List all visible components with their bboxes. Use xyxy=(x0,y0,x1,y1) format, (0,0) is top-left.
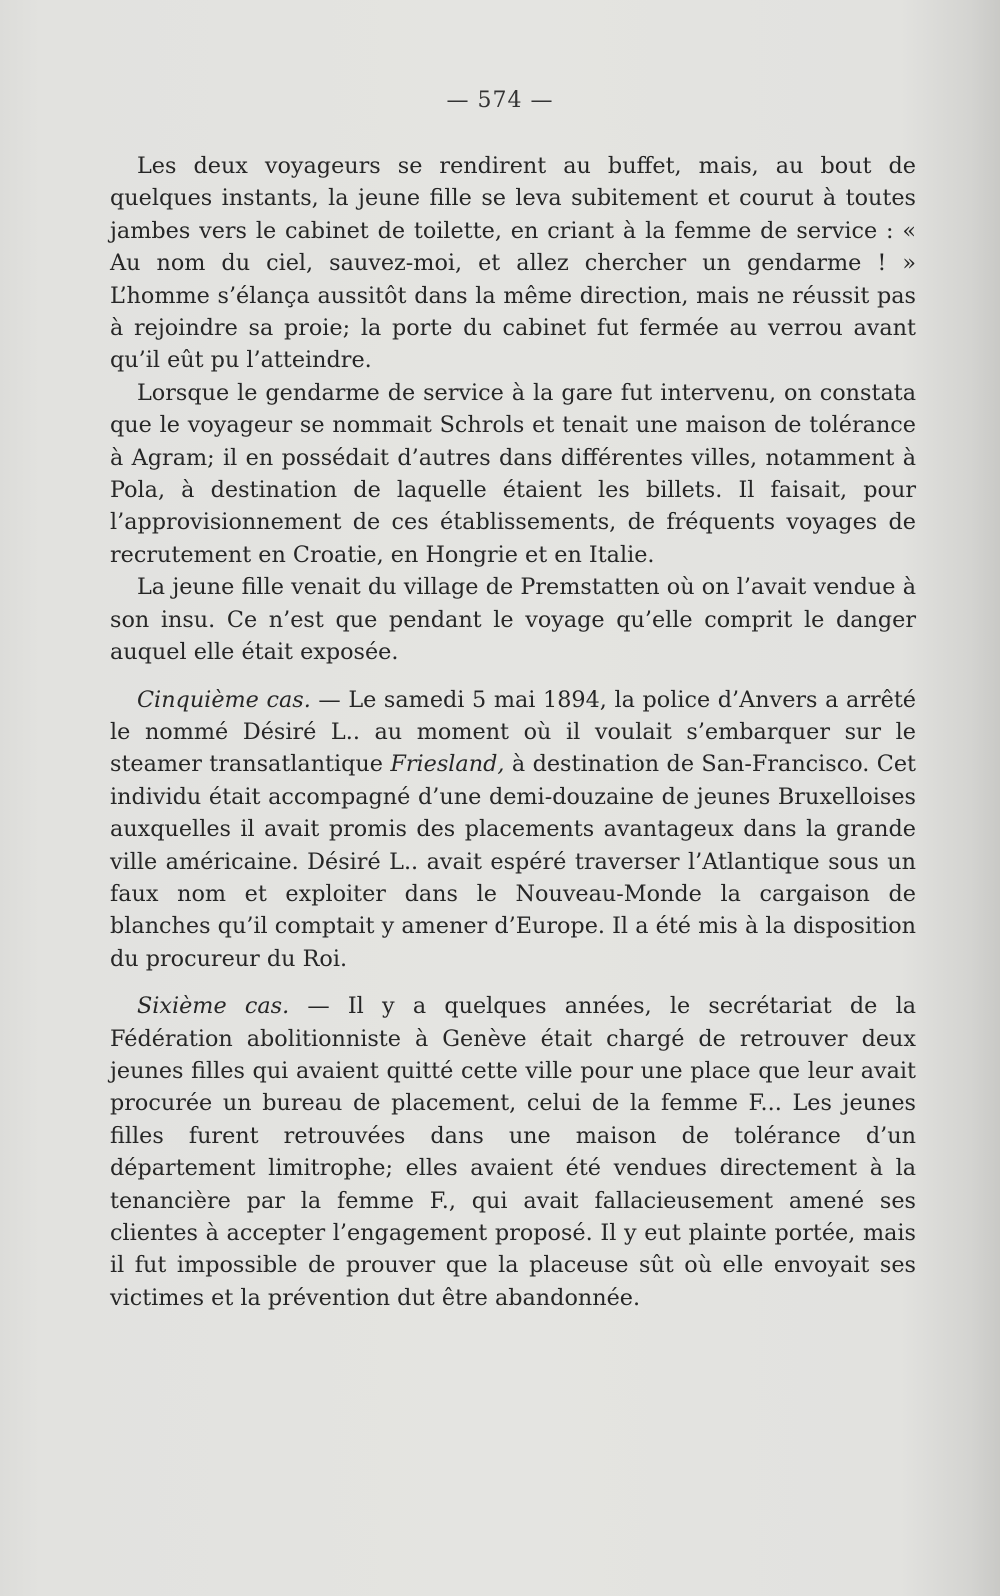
case-heading-cinquieme: Cinquième cas. xyxy=(137,686,311,713)
body-text xyxy=(110,150,916,1314)
paragraph-buffet: Les deux voyageurs se rendirent au buffet, mais, au bout de quelques instants, la jeune fille se leva subitement et courut à toutes jambes vers le cabinet de toilette, en criant à la femme de service : « Au nom du ciel, sauvez-moi, et allez chercher un gendarme ! » L’homme s’élança aussitôt dans la même direction, mais ne réussit pas à rejoindre sa proie; la porte du cabinet fut fermée au verrou avant qu’il eût pu l’atteindre. xyxy=(110,153,916,374)
ship-name: Friesland, xyxy=(390,751,505,778)
paragraph-cinquieme-cas xyxy=(110,684,916,976)
paragraph-cinquieme-text-b: à destination de San-Francisco. Cet individu était accompagné d’une demi-douzaine de jeunes Bruxelloises auxquelles il avait promis des placements avantageux dans la grande ville américaine. Désiré L.. avait espéré traverser l’Atlantique sous un faux nom et exploiter dans le Nouveau-Monde la cargaison de blanches qu’il comptait y amener d’Europe. Il a été mis à la disposition du procureur du Roi. xyxy=(110,751,916,972)
paragraph-sixieme-cas xyxy=(110,990,916,1314)
paragraph-gendarme: Lorsque le gendarme de service à la gare fut intervenu, on constata que le voyageur se nommait Schrols et tenait une maison de tolérance à Agram; il en possédait d’autres dans différentes villes, notamment à Pola, à destination de laquelle étaient les billets. Il faisait, pour l’approvisionnement de ces établissements, de fréquents voyages de recrutement en Croatie, en Hongrie et en Italie. xyxy=(110,379,916,568)
page-number: — 574 — xyxy=(446,88,554,113)
paragraph-jeune-fille: La jeune fille venait du village de Premstatten où on l’avait vendue à son insu. Ce n’est que pendant le voyage qu’elle comprit le danger auquel elle était exposée. xyxy=(110,574,916,666)
paragraph-cinquieme-text-a: — Le samedi 5 mai 1894, la police d’Anvers a arrêté le nommé Désiré L.. au moment où il voulait s’embarquer sur le steamer transatlantique xyxy=(110,686,916,778)
paragraph-sixieme-text: — Il y a quelques années, le secrétariat de la Fédération abolitionniste à Genève était chargé de retrouver deux jeunes filles qui avaient quitté cette ville pour une place que leur avait procurée un bureau de placement, celui de la femme F... Les jeunes filles furent retrouvées dans une maison de tolérance d’un département limitrophe; elles avaient été vendues directement à la tenancière par la femme F., qui avait fallacieusement amené ses clientes à accepter l’engagement proposé. Il y eut plainte portée, mais il fut impossible de prouver que la placeuse sût où elle envoyait ses victimes et la prévention dut être abandonnée. xyxy=(110,993,916,1311)
case-heading-sixieme: Sixième cas. xyxy=(137,993,290,1020)
